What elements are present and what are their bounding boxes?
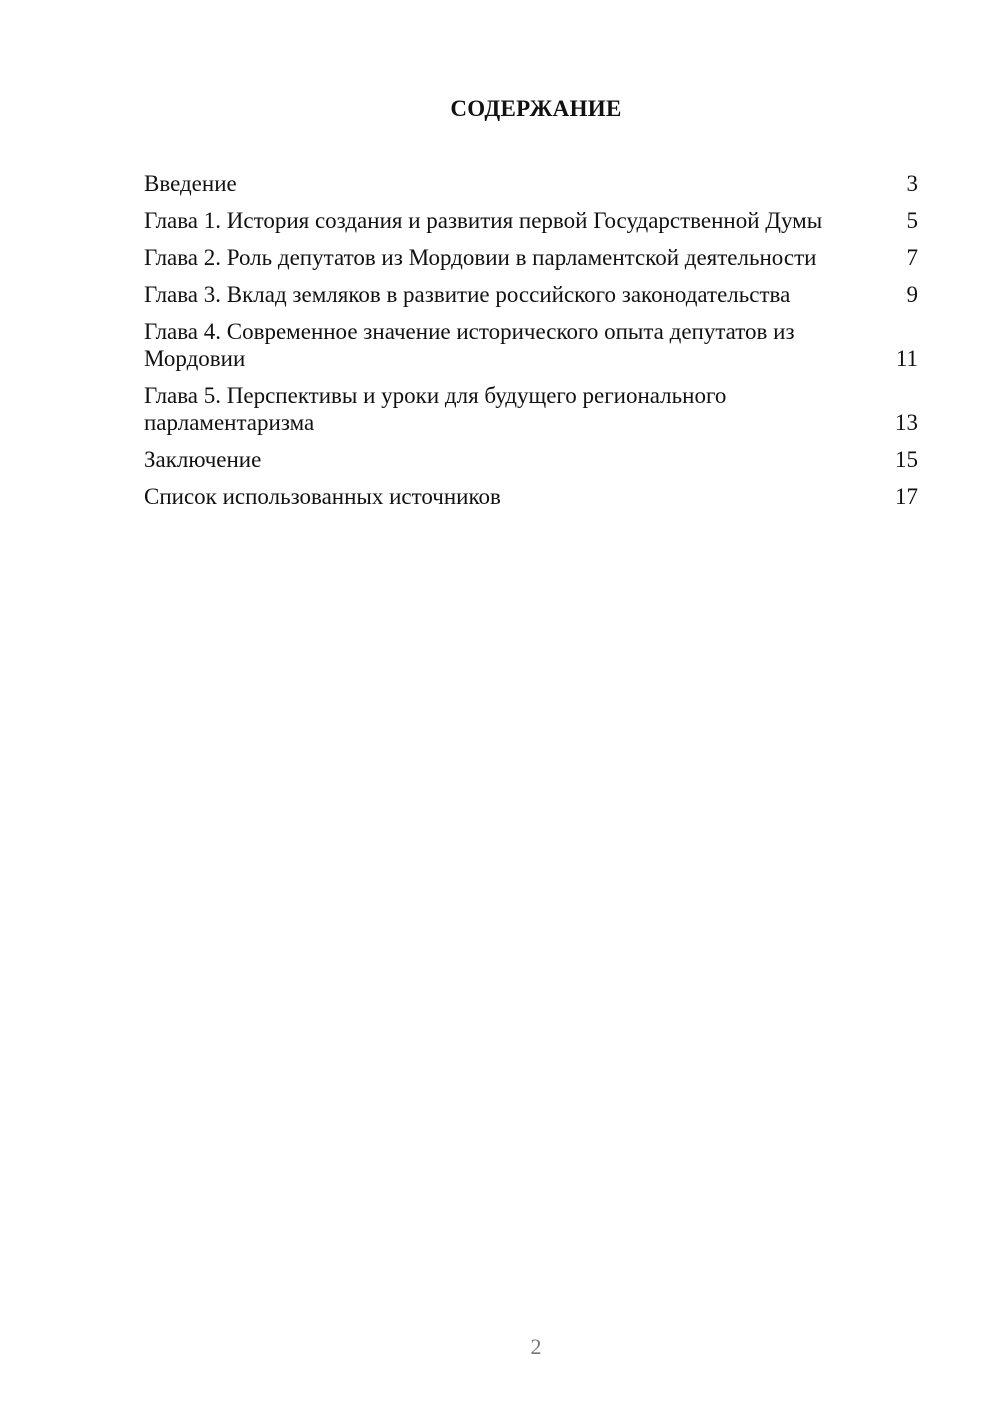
toc-entry-text: Глава 2. Роль депутатов из Мордовии в парламентской деятельности — [144, 245, 817, 270]
toc-entry-page: 11 — [895, 346, 918, 371]
toc-entry-text: Глава 5. Перспективы и уроки для будущего регионального парламентаризма — [144, 383, 727, 435]
toc-entry-references[interactable] — [144, 483, 918, 510]
toc-entry-page: 3 — [906, 171, 918, 196]
toc-entry-chapter-3[interactable] — [144, 281, 918, 308]
toc-entry-page: 9 — [906, 282, 918, 307]
toc-entry-text: Глава 3. Вклад земляков в развитие российского законодательства — [144, 282, 791, 307]
toc-entry-text: Глава 4. Современное значение исторического опыта депутатов из Мордовии — [144, 319, 795, 371]
toc-entry-chapter-4[interactable] — [144, 318, 918, 372]
toc-entry-conclusion[interactable] — [144, 446, 918, 473]
toc-entry-page: 15 — [895, 447, 918, 472]
toc-entry-chapter-1[interactable] — [144, 207, 918, 234]
toc-entry-chapter-2[interactable] — [144, 244, 918, 271]
toc-entry-text: Заключение — [144, 447, 262, 472]
toc-entry-text: Введение — [144, 171, 237, 196]
toc-entry-page: 17 — [895, 484, 918, 509]
toc-entry-page: 7 — [906, 245, 918, 270]
toc-entry-introduction[interactable] — [144, 170, 918, 197]
toc-entry-page: 5 — [906, 208, 918, 233]
page-title: СОДЕРЖАНИЕ — [450, 96, 622, 121]
toc-entry-chapter-5[interactable] — [144, 382, 918, 436]
toc-entry-page: 13 — [895, 410, 918, 435]
table-of-contents — [144, 170, 918, 520]
toc-entry-text: Список использованных источников — [144, 484, 501, 509]
page-number: 2 — [530, 1334, 542, 1359]
toc-entry-text: Глава 1. История создания и развития первой Государственной Думы — [144, 208, 823, 233]
